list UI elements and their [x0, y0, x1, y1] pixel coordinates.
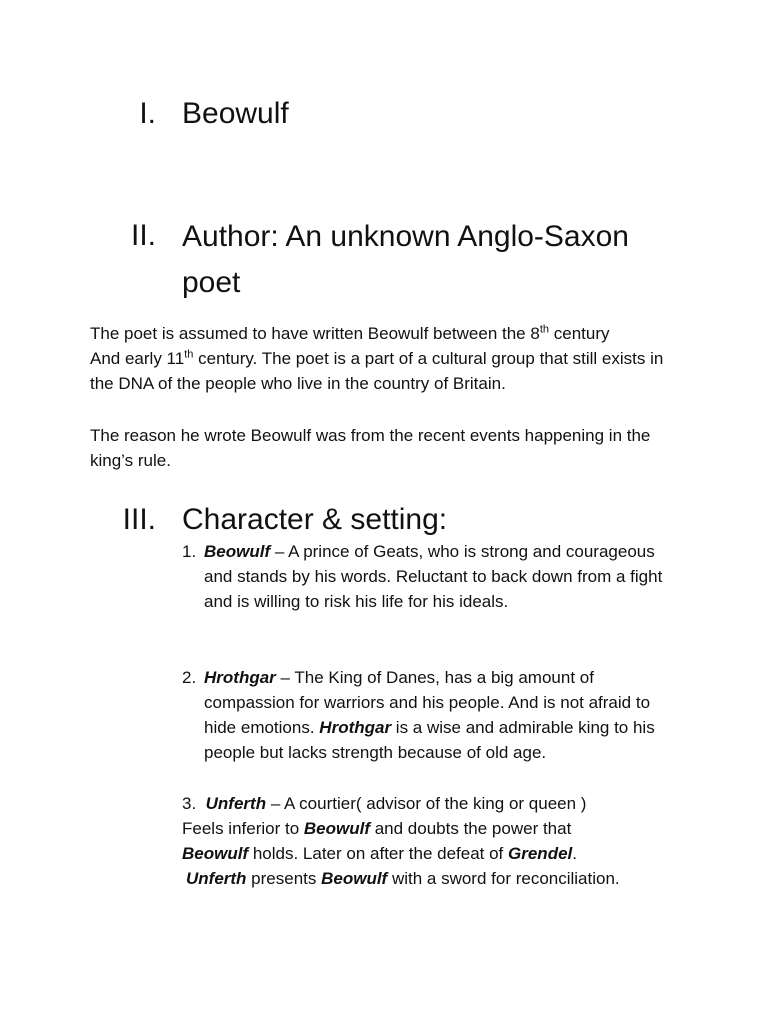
- character-item-unferth: [182, 791, 682, 891]
- character-description: – The King of Danes, has a big amount of compassion for warriors and his people. And is not afraid to hide emotions.: [204, 668, 651, 737]
- item-number: 1.: [182, 542, 197, 561]
- author-paragraph-2: The reason he wrote Beowulf was from the recent events happening in the king’s rule.: [90, 426, 651, 470]
- character-name: Unferth: [186, 869, 247, 888]
- text-run: holds. Later on after the defeat of: [248, 844, 509, 863]
- character-name: Unferth: [205, 794, 267, 813]
- section-number: II.: [130, 219, 156, 252]
- character-item-beowulf: [182, 539, 682, 614]
- superscript: th: [184, 348, 194, 361]
- item-number: 3.: [182, 794, 197, 813]
- section-title: Beowulf: [182, 97, 289, 130]
- text-run: presents: [246, 869, 322, 888]
- item-number: 2.: [182, 668, 197, 687]
- superscript: th: [539, 323, 550, 336]
- character-name: Hrothgar: [204, 668, 276, 687]
- text-run: and doubts the power that: [370, 819, 572, 838]
- character-description: – A courtier( advisor of the king or queen ): [266, 794, 587, 813]
- character-name: Beowulf: [321, 869, 388, 888]
- author-paragraph-1: [90, 321, 690, 396]
- character-name: Beowulf: [204, 542, 271, 561]
- section-number: III.: [122, 503, 156, 536]
- text-run: century. The poet is a part of a cultural group that still exists in the DNA of the people who live in the country of Britain.: [90, 349, 664, 393]
- text-run: Feels inferior to: [182, 819, 304, 838]
- text-run: .: [572, 844, 577, 863]
- character-name: Beowulf: [303, 819, 370, 838]
- section-number: I.: [139, 97, 156, 130]
- text-run: The poet is assumed to have written Beowulf between the 8: [90, 324, 540, 343]
- text-run: And early 11: [90, 349, 185, 368]
- character-item-hrothgar: [182, 665, 682, 765]
- character-name: Beowulf: [182, 844, 249, 863]
- character-name: Hrothgar: [319, 718, 392, 737]
- text-run: century: [549, 324, 610, 343]
- character-name: Grendel: [508, 844, 573, 863]
- character-description: is a wise and admirable king to his people but lacks strength because of old age.: [204, 718, 655, 762]
- section-title: Author: An unknown Anglo-Saxon poet: [182, 220, 629, 299]
- text-run: with a sword for reconciliation.: [387, 869, 620, 888]
- section-title: Character & setting:: [182, 503, 448, 536]
- character-description: – A prince of Geats, who is strong and courageous and stands by his words. Reluctant to back down from a fight and is willing to risk his life for his ideals.: [204, 542, 663, 611]
